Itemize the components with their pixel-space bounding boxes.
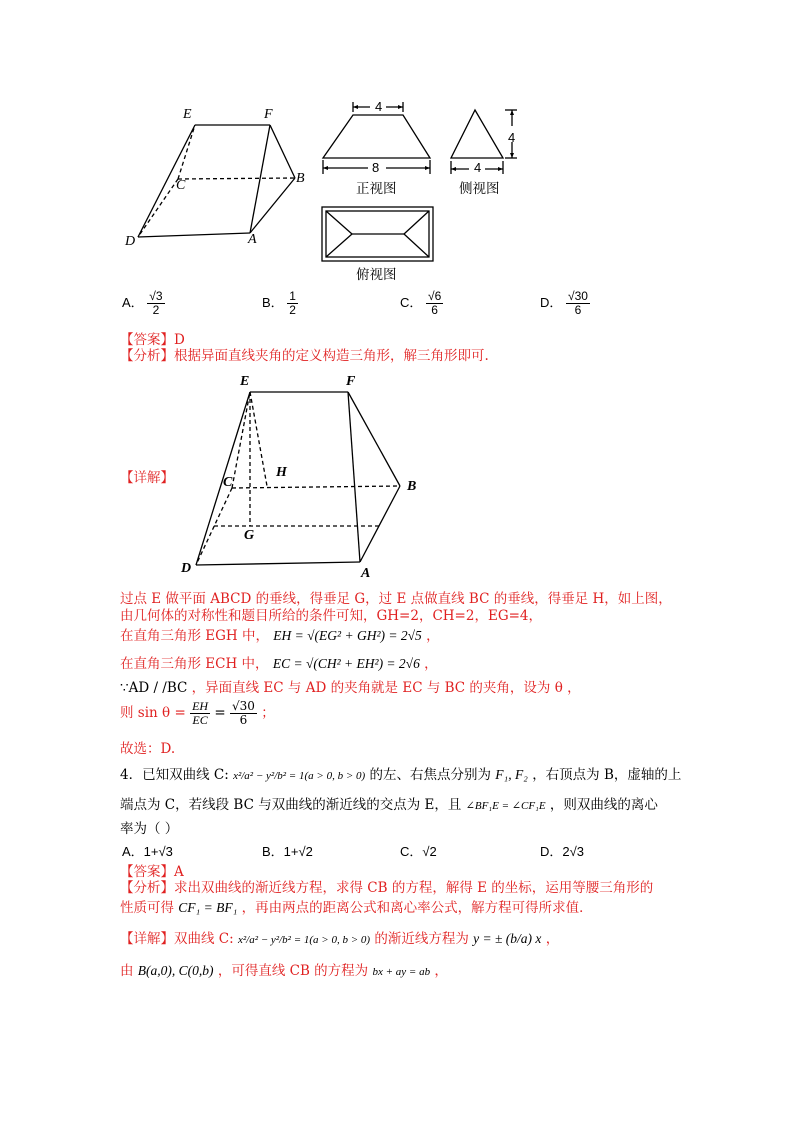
detail-label-B: B: [407, 479, 417, 494]
solid-figure: [120, 105, 320, 255]
q4-option-b: B．1+√2: [262, 844, 313, 859]
q4-option-d: D．2√3: [540, 844, 584, 859]
q4-answer: 【答案】A: [120, 864, 184, 880]
side-height-dim: 4: [508, 130, 516, 145]
q3-detail-line4: 在直角三角形 ECH 中， EC = √(CH² + EH²) = 2√6 ，: [120, 656, 438, 672]
label-C: C: [176, 178, 186, 193]
q3-detail-line1: 过点 E 做平面 ABCD 的垂线，得垂足 G，过 E 点做直线 BC 的垂线，得垂足 H，如上图，: [120, 591, 672, 607]
q3-analysis: 【分析】根据异面直线夹角的定义构造三角形，解三角形即可.: [120, 348, 489, 364]
q3-option-a: A． $\frac{√3}{2}$: [122, 289, 163, 317]
top-view-title: 俯视图: [356, 267, 397, 283]
q3-answer: 【答案】D: [120, 332, 185, 348]
detail-label-H: H: [276, 465, 287, 480]
q4-detail-line2: 由 B(a,0), C(0,b) ，可得直线 CB 的方程为 bx + ay = ab ，: [120, 963, 448, 979]
q3-option-c: C． $\frac{√6}{6}$: [400, 289, 442, 317]
front-view-title: 正视图: [356, 181, 397, 197]
q3-detail-line2: 由几何体的对称性和题目所给的条件可知，GH=2，CH=2，EG=4，: [120, 608, 542, 624]
q4-analysis-line2: 性质可得 CF₁ = BF₁ ，再由两点的距离公式和离心率公式，解方程可得所求值．: [120, 900, 593, 916]
q4-analysis-line1: 【分析】求出双曲线的渐近线方程，求得 CB 的方程，解得 E 的坐标，运用等腰三角形的: [120, 880, 654, 896]
q4-stem-line3: 率为（ ）: [120, 821, 179, 837]
q3-detail-line7: 故选：D.: [120, 741, 176, 757]
front-top-dim: 4: [375, 99, 383, 114]
label-F: F: [264, 107, 273, 122]
q3-detail-line5: ∵AD / /BC ，异面直线 EC 与 AD 的夹角就是 EC 与 BC 的夹角，设为 θ ，: [120, 680, 581, 696]
q4-stem-line1: 4．已知双曲线 C: x²/a² − y²/b² = 1(a > 0, b > 0) 的左、右焦点分别为 F₁, F₂ ，右顶点为 B，虚轴的上: [120, 767, 682, 783]
q4-option-a: A．1+√3: [122, 844, 173, 859]
detail-label-F: F: [346, 374, 356, 389]
detail-label-C: C: [223, 475, 233, 490]
q3-option-b: B． $\frac{1}{2}$: [262, 289, 296, 317]
q4-stem-line2: 端点为 C，若线段 BC 与双曲线的渐近线的交点为 E，且 ∠BF₁E = ∠CF₁E ，则双曲线的离心: [120, 797, 658, 813]
label-D: D: [125, 234, 136, 249]
side-bottom-dim: 4: [474, 160, 482, 175]
label-A: A: [248, 232, 257, 247]
front-bottom-dim: 8: [372, 160, 380, 175]
detail-label-G: G: [244, 528, 255, 543]
detail-label-A: A: [361, 566, 371, 581]
q4-detail-line1: 【详解】双曲线 C: x²/a² − y²/b² = 1(a > 0, b > 0) 的渐近线方程为 y = ± (b/a) x ，: [120, 931, 560, 947]
q3-option-d: D． $\frac{√30}{6}$: [540, 289, 588, 317]
q4-option-c: C．√2: [400, 844, 437, 859]
q3-detail-line3: 在直角三角形 EGH 中， EH = √(EG² + GH²) = 2√5 ，: [120, 628, 440, 644]
label-E: E: [183, 107, 192, 122]
label-B: B: [296, 171, 305, 186]
side-view-title: 侧视图: [459, 181, 500, 197]
q3-detail-line6: 则 sin θ = $\frac{EH}{EC}$ = $\frac{√30}{6}$ ；: [120, 699, 275, 727]
top-view: [320, 205, 440, 265]
detail-label-E: E: [240, 374, 250, 389]
detail-label-D: D: [181, 561, 192, 576]
q3-detail-tag: 【详解】: [120, 470, 174, 486]
